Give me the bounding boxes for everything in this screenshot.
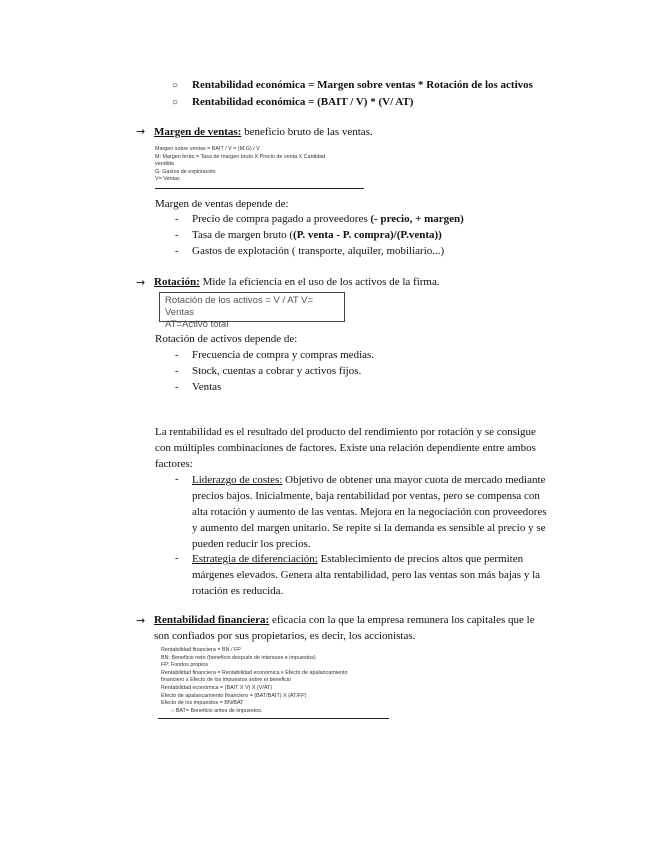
rotacion-depends-item: Frecuencia de compra y compras medias. <box>192 349 375 361</box>
margen-depends-item: Precio de compra pagado a proveedores (- precio, + margen) <box>192 213 464 225</box>
strategy-diferenciacion: Estrategia de diferenciación: Establecimiento de precios altos que permiten márgenes elevados. Genera alta rentabilidad, pero las ventas son más bajas y la rotación es reducida. <box>192 553 541 597</box>
dash-bullet: - <box>175 213 179 225</box>
margen-formula-box <box>155 146 325 184</box>
arrow-icon: → <box>136 614 146 627</box>
margen-depends-title: Margen de ventas depende de: <box>155 198 289 210</box>
financiera-box-line: Rentabilidad financiera = Rentabilidad económica x Efecto de apalancamiento <box>161 669 348 676</box>
rotacion-heading <box>154 275 440 289</box>
divider <box>158 718 389 719</box>
rotacion-formula-box <box>159 292 345 330</box>
strategy-term: Estrategia de diferenciación: <box>192 553 318 565</box>
margen-heading <box>154 125 373 139</box>
financiera-box-line: financiero x Efecto de los impuestos sobre el beneficio <box>161 677 292 684</box>
financiera-heading: Rentabilidad financiera: eficacia con la que la empresa remunera los capitales que le son confiados por sus propietarios, es decir, los accionistas. <box>154 614 535 642</box>
paragraph-line: La rentabilidad es el resultado del producto del rendimiento por rotación y se consigue <box>155 426 536 438</box>
financiera-box-line: ○ BAT= Beneficio antes de impuestos. <box>171 707 263 714</box>
rotacion-box-line: Rotación de los activos = V / AT V= Ventas <box>165 295 314 318</box>
strategy-liderazgo: Liderazgo de costes: Objetivo de obtener una mayor cuota de mercado mediante precios bajos. Inicialmente, baja rentabilidad por ventas, pero se compensa con alta rotación y aumento de las ventas. Mejora en la negociación con proveedores y aumento del margen unitario. Se repite si la demanda es sensible al precio y se pueden reducir los precios. <box>192 474 547 550</box>
margen-term: Margen de ventas: <box>154 126 242 138</box>
dash-bullet: - <box>175 229 179 241</box>
circle-bullet-icon: ○ <box>172 80 179 91</box>
dash-bullet: - <box>175 381 179 393</box>
financiera-box-line: FP: Fondos propios <box>161 662 209 669</box>
rotacion-depends-item: Ventas <box>192 381 222 393</box>
financiera-term: Rentabilidad financiera: <box>154 614 270 626</box>
financiera-box-line: BN: Beneficio neto (beneficio después de intereses e impuestos) <box>161 654 316 661</box>
margen-depends-item: Tasa de margen bruto ((P. venta - P. compra)/(P.venta)) <box>192 229 442 241</box>
margen-box-line: M: Margen bruto = Tasa de margen bruto X Precio de venta X Cantidad <box>155 153 326 160</box>
dash-bullet: - <box>175 365 179 377</box>
rotacion-term: Rotación: <box>154 276 200 288</box>
circle-bullet-icon: ○ <box>172 97 179 108</box>
margen-text: beneficio bruto de las ventas. <box>241 126 373 138</box>
formula-economica-2: Rentabilidad económica = (BAIT / V) * (V/ AT) <box>192 96 414 108</box>
rotacion-box-line: AT=Activo total <box>165 319 229 330</box>
margen-box-line: V= Ventas <box>155 176 180 183</box>
financiera-box-line: Rentabilidad financiera = BN / FP <box>161 647 241 653</box>
financiera-box-line: Efecto de los impuestos = BN/BAT <box>161 700 244 707</box>
paragraph-line: con múltiples combinaciones de factores. Existe una relación dependiente entre ambos <box>155 442 536 454</box>
rotacion-text: Mide la eficiencia en el uso de los activos de la firma. <box>199 276 440 288</box>
margen-box-line: Margen sobre ventas = BAIT / V = (M.G) / V <box>155 146 260 152</box>
arrow-icon: → <box>136 276 146 289</box>
dash-bullet: - <box>175 245 179 257</box>
financiera-box-line: Rentabilidad económica = (BAIT X V) X (V/AT) <box>161 684 273 691</box>
arrow-icon: → <box>136 125 146 138</box>
strategy-term: Liderazgo de costes: <box>192 474 283 486</box>
circle-bullet-icon: ○ <box>171 707 176 714</box>
margen-depends-item: Gastos de explotación ( transporte, alquiler, mobiliario...) <box>192 245 445 257</box>
dash-bullet: - <box>175 473 179 485</box>
rotacion-depends-title: Rotación de activos depende de: <box>155 333 298 345</box>
divider <box>155 188 364 189</box>
rentabilidad-paragraph <box>155 424 536 472</box>
paragraph-line: factores: <box>155 458 193 470</box>
financiera-formula-box <box>161 647 348 715</box>
formula-economica-1: Rentabilidad económica = Margen sobre ventas * Rotación de los activos <box>192 79 533 91</box>
margen-box-line: G: Gastos de explotación <box>155 168 216 175</box>
dash-bullet: - <box>175 349 179 361</box>
dash-bullet: - <box>175 552 179 564</box>
rotacion-depends-item: Stock, cuentas a cobrar y activos fijos. <box>192 365 362 377</box>
margen-box-line: vendida <box>155 161 174 168</box>
financiera-box-line: Efecto de apalancamiento financiero = (BAT/BAIT) X (AT/FP) <box>161 692 307 699</box>
